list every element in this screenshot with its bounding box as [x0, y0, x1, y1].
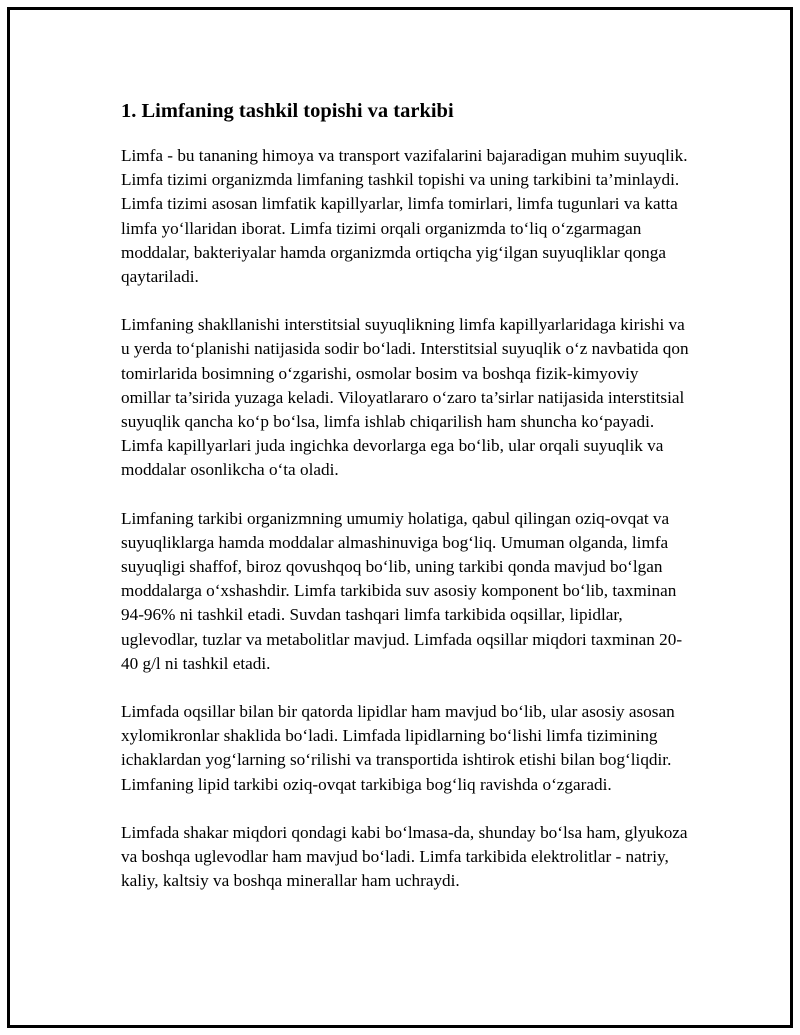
paragraph-formation: Limfaning shakllanishi interstitsial suyuqlikning limfa kapillyarlaridaga kirishi va u yerda to‘planishi natijasida sodir bo‘ladi. Interstitsial suyuqlik o‘z navbatida qon tomirlarida bosimning o‘zgarishi, osmolar bosim va boshqa fizik-kimyoviy omillar ta’sirida yuzaga keladi. Viloyatlararo o‘zaro ta’sirlar natijasida interstitsial suyuqlik qancha ko‘p bo‘lsa, limfa ishlab chiqarilish ham shuncha ko‘payadi. Limfa kapillyarlari juda ingichka devorlarga ega bo‘lib, ular orqali suyuqlik va moddalar osonlikcha o‘ta oladi.: [121, 315, 689, 480]
paragraph-sugars-electrolytes: Limfada shakar miqdori qondagi kabi bo‘lmasa-da, shunday bo‘lsa ham, glyukoza va boshqa uglevodlar ham mavjud bo‘ladi. Limfa tarkibida elektrolitlar - natriy, kaliy, kaltsiy va boshqa minerallar ham uchraydi.: [121, 822, 688, 891]
paragraph-composition: Limfaning tarkibi organizmning umumiy holatiga, qabul qilingan oziq-ovqat va suyuqliklarga hamda moddalar almashinuviga bog‘liq. Umuman olganda, limfa suyuqligi shaffof, biroz qovushqoq bo‘lib, uning tarkibi qonda mavjud bo‘lgan moddalarga o‘xshashdir. Limfa tarkibida suv asosiy komponent bo‘lib, taxminan 94-96% ni tashkil etadi. Suvdan tashqari limfa tarkibida oqsillar, lipidlar, uglevodlar, tuzlar va metabolitlar mavjud. Limfada oqsillar miqdori taxminan 20-40 g/l ni tashkil etadi.: [121, 508, 683, 673]
page-frame: [7, 7, 793, 1028]
document-body: [121, 98, 691, 917]
paragraph-lipids: Limfada oqsillar bilan bir qatorda lipidlar ham mavjud bo‘lib, ular asosiy asosan xylomikronlar shaklida bo‘ladi. Limfada lipidlarning bo‘lishi limfa tizimining ichaklardan yog‘larning so‘rilishi va transportida ishtirok etishi bilan bog‘liqdir. Limfaning lipid tarkibi oziq-ovqat tarkibiga bog‘liq ravishda o‘zgaradi.: [121, 702, 675, 794]
paragraph-intro: Limfa - bu tananing himoya va transport vazifalarini bajaradigan muhim suyuqlik. Limfa tizimi organizmda limfaning tashkil topishi va uning tarkibini ta’minlaydi. Limfa tizimi asosan limfatik kapillyarlar, limfa tomirlari, limfa tugunlari va katta limfa yo‘llaridan iborat. Limfa tizimi orqali organizmda to‘liq o‘zgarmagan moddalar, bakteriyalar hamda organizmda ortiqcha yig‘ilgan suyuqliklar qonga qaytariladi.: [121, 146, 688, 287]
document-title: 1. Limfaning tashkil topishi va tarkibi: [121, 100, 454, 122]
